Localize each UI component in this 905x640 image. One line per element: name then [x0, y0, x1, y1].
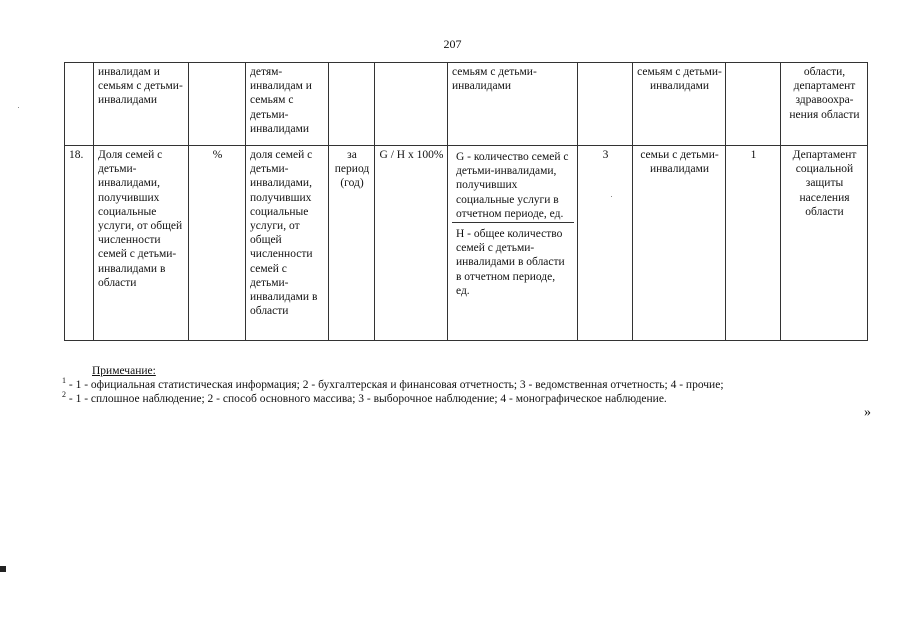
indicator-name: Доля семей с детьми-инвалидами, получивших социальные услуги, от общей численности семей с детьми-инвалидами в области — [94, 146, 189, 341]
indicator-table — [64, 62, 868, 341]
note-2-superscript: 2 — [62, 390, 66, 400]
coverage-code: 1 — [726, 146, 781, 341]
scan-artifact — [0, 566, 6, 572]
variable-h: H - общее количество семей с детьми-инвалидами в области в отчетном периоде, ед. — [456, 228, 565, 297]
scan-dot — [611, 196, 612, 197]
variable-g: G - количество семей с детьми-инвалидами, получивших социальные услуги в отчетном периоде, ед. — [452, 148, 574, 223]
cont-cell-responsible: области, департамент здравоохра-нения области — [781, 63, 868, 146]
cont-cell-num — [65, 63, 94, 146]
page-number: 207 — [443, 37, 462, 51]
notes-title: Примечание: — [92, 365, 156, 377]
cont-cell-formula — [375, 63, 448, 146]
scan-dot — [18, 107, 19, 108]
notes-section — [62, 364, 862, 406]
note-1-superscript: 1 — [62, 376, 66, 386]
cont-cell-unit — [189, 63, 246, 146]
indicator-definition: доля семей с детьми-инвалидами, получивших социальные услуги, от общей численности семей с детьми-инвалидами в области — [246, 146, 329, 341]
row-number: 18. — [65, 146, 94, 341]
calculation-formula: G / H x 100% — [375, 146, 448, 341]
responsible-department: Департамент социальной защиты населения области — [781, 146, 868, 341]
continuation-row — [65, 63, 868, 146]
cont-cell-method — [578, 63, 633, 146]
cont-cell-indicator: инвалидам и семьям с детьми-инвалидами — [94, 63, 189, 146]
note-2-text: - 1 - сплошное наблюдение; 2 - способ основного массива; 3 - выборочное наблюдение; 4 - монографическое наблюдение. — [68, 393, 667, 405]
cont-cell-observation-unit: семьям с детьми-инвалидами — [633, 63, 726, 146]
time-period: за период (год) — [329, 146, 375, 341]
formula-variables — [448, 146, 578, 341]
cont-cell-coverage — [726, 63, 781, 146]
note-line-1 — [62, 378, 862, 392]
unit-of-measure: % — [189, 146, 246, 341]
note-1-text: - 1 - официальная статистическая информация; 2 - бухгалтерская и финансовая отчетность; 3 - ведомственная отчетность; 4 - прочие; — [68, 379, 724, 391]
note-line-2 — [62, 392, 862, 406]
cont-cell-variables: семьям с детьми-инвалидами — [448, 63, 578, 146]
table-row-18 — [65, 146, 868, 341]
closing-quote: » — [864, 405, 871, 420]
cont-cell-period — [329, 63, 375, 146]
collection-method-code: 3 — [578, 146, 633, 341]
cont-cell-definition: детям-инвалидам и семьям с детьми-инвалидами — [246, 63, 329, 146]
observation-unit: семьи с детьми-инвалидами — [633, 146, 726, 341]
